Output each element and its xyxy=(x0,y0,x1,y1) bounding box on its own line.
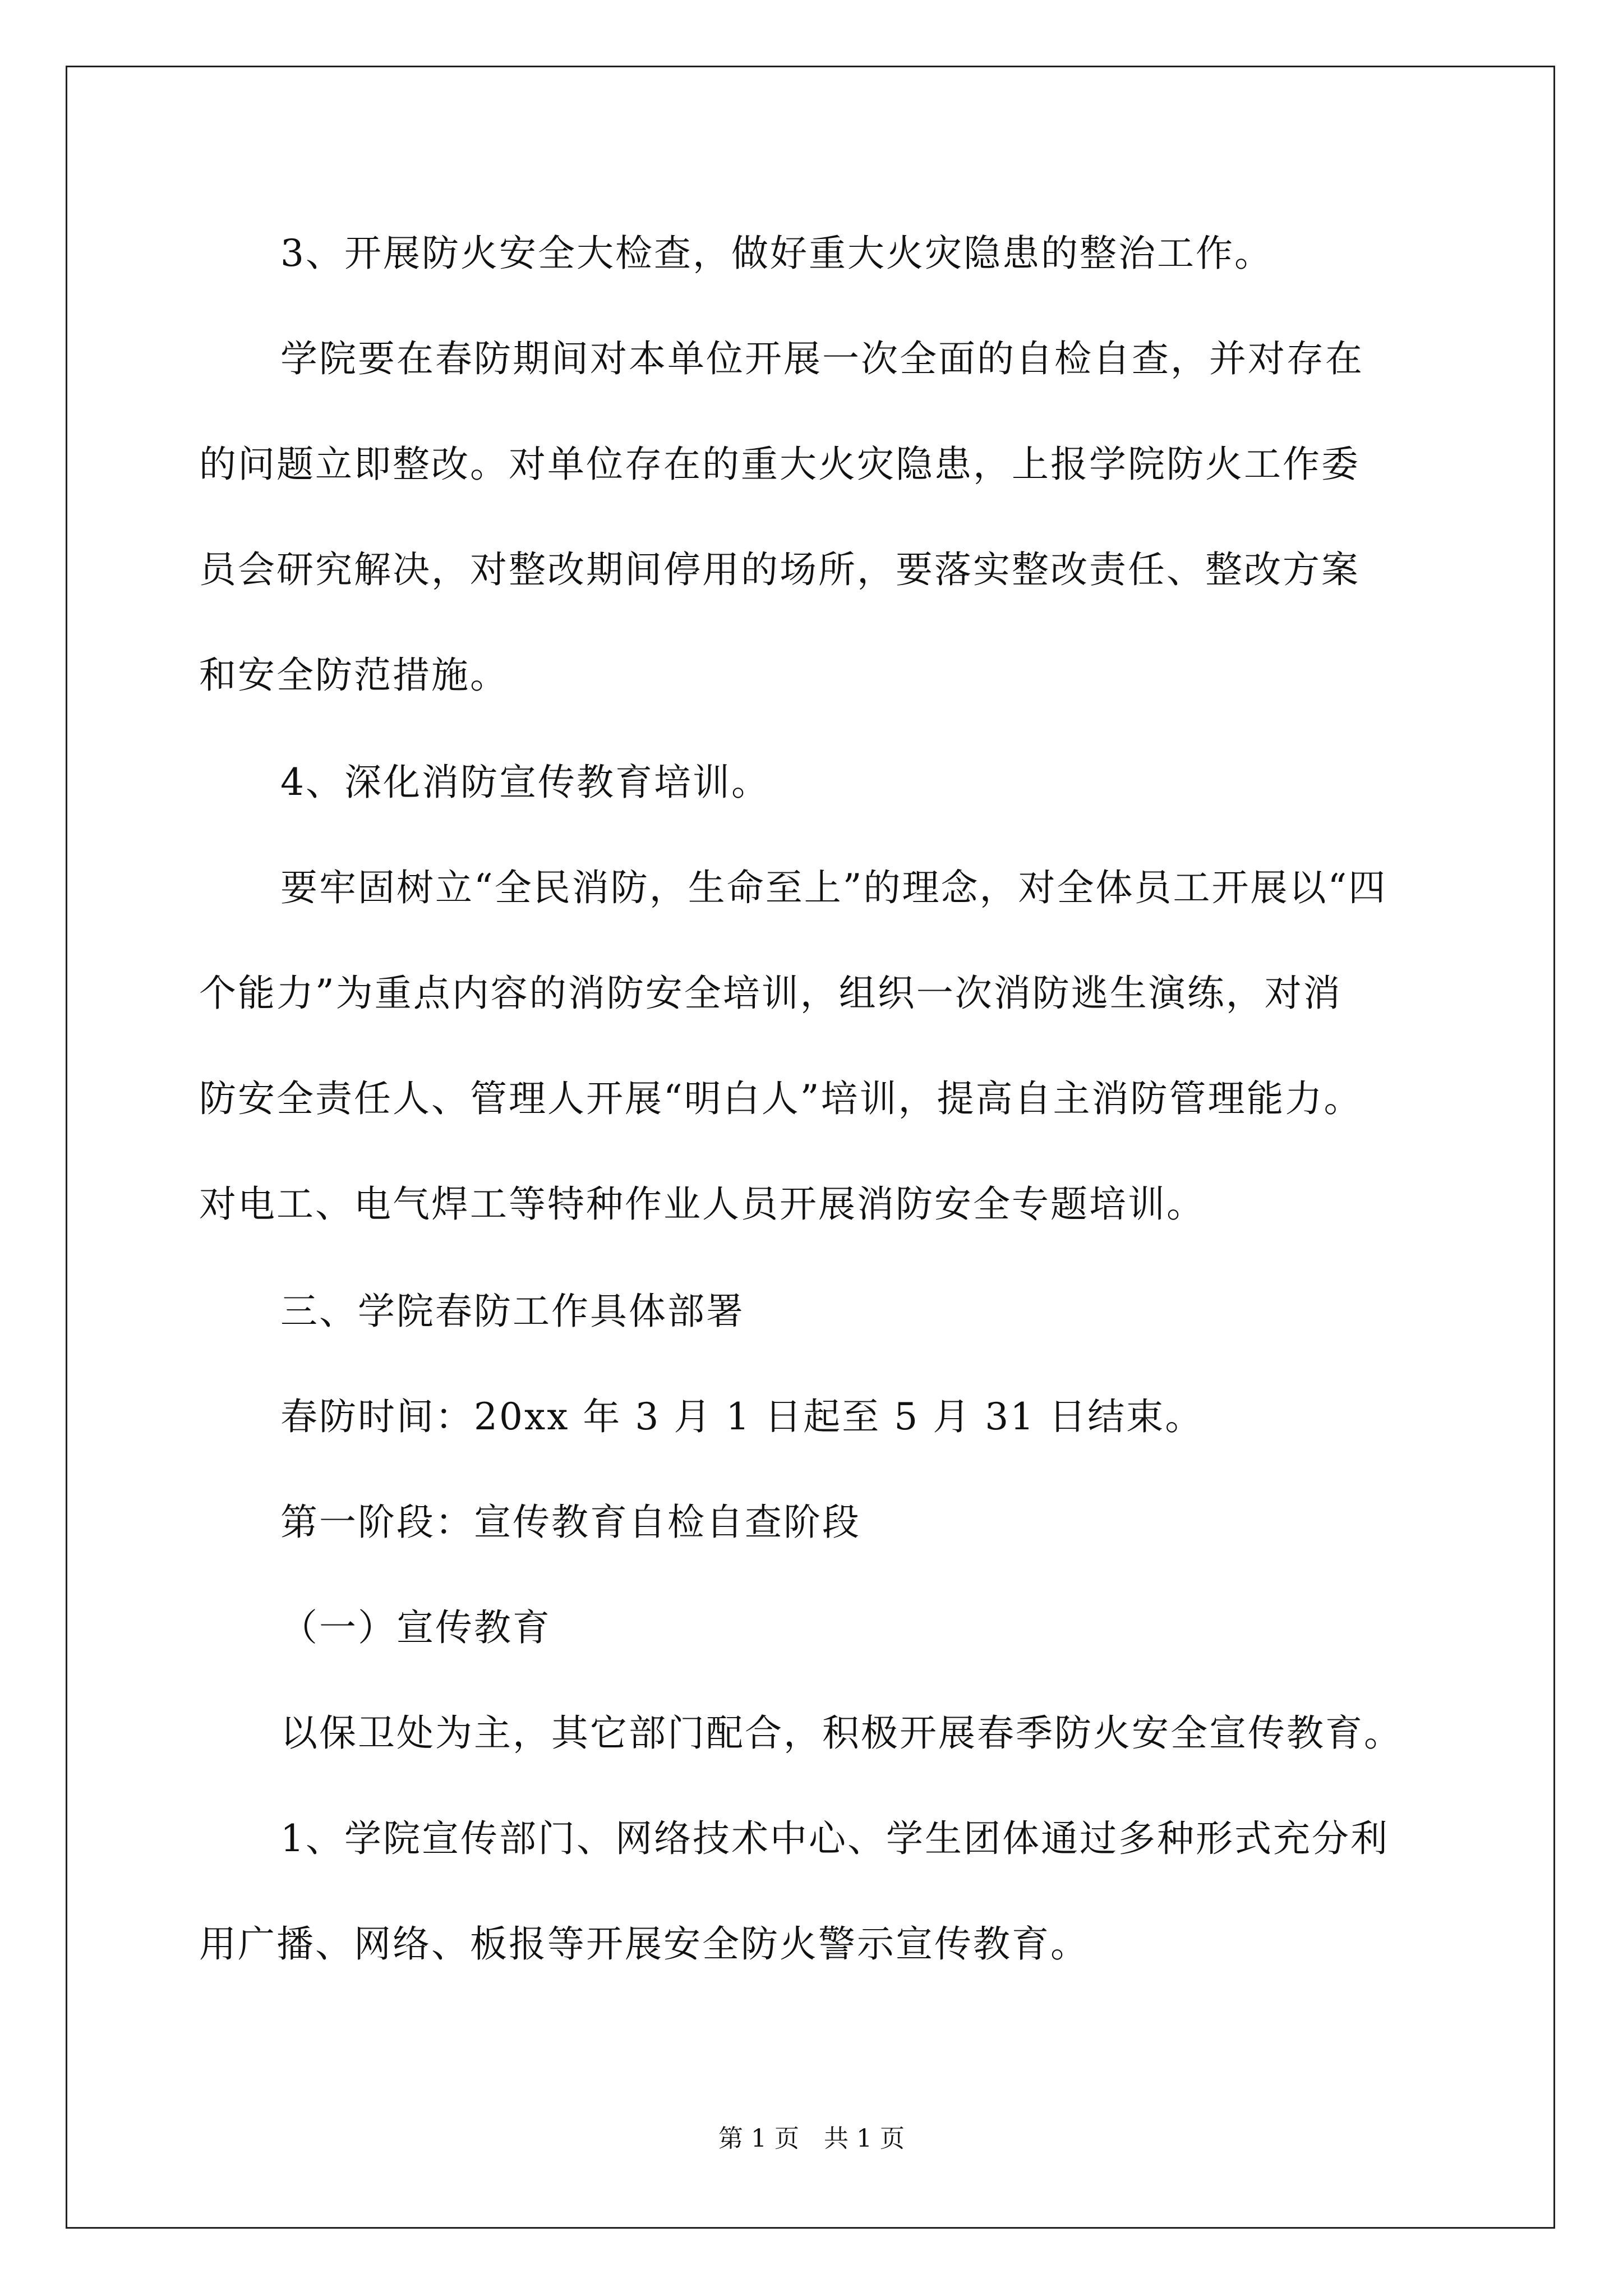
paragraph-line: 春防时间：20xx 年 3 月 1 日起至 5 月 31 日结束。 xyxy=(280,1395,1204,1438)
paragraph-line: 防安全责任人、管理人开展“明白人”培训，提高自主消防管理能力。 xyxy=(199,1077,1363,1120)
paragraph-line: 以保卫处为主，其它部门配合，积极开展春季防火安全宣传教育。 xyxy=(280,1711,1403,1755)
paragraph-line: 对电工、电气焊工等特种作业人员开展消防安全专题培训。 xyxy=(199,1182,1205,1226)
paragraph-line: 用广播、网络、板报等开展安全防火警示宣传教育。 xyxy=(199,1922,1089,1966)
page-number-footer: 第 1 页 共 1 页 xyxy=(718,2124,905,2153)
paragraph-line: 4、深化消防宣传教育培训。 xyxy=(280,761,770,804)
paragraph-line: 学院要在春防期间对本单位开展一次全面的自检自查，并对存在 xyxy=(280,337,1364,380)
paragraph-line: 员会研究解决，对整改期间停用的场所，要落实整改责任、整改方案 xyxy=(199,548,1360,591)
paragraph-line: 的问题立即整改。对单位存在的重大火灾隐患，上报学院防火工作委 xyxy=(199,443,1360,486)
paragraph-line: 个能力”为重点内容的消防安全培训，组织一次消防逃生演练，对消 xyxy=(199,972,1342,1015)
page-border xyxy=(66,66,1555,2229)
section-heading: 三、学院春防工作具体部署 xyxy=(280,1290,745,1333)
paragraph-line: 和安全防范措施。 xyxy=(199,654,509,697)
paragraph-line: 要牢固树立“全民消防，生命至上”的理念，对全体员工开展以“四 xyxy=(280,866,1387,909)
paragraph-line: 1、学院宣传部门、网络技术中心、学生团体通过多种形式充分利 xyxy=(280,1817,1389,1860)
subsection-heading: （一）宣传教育 xyxy=(280,1606,551,1649)
paragraph-line: 第一阶段：宣传教育自检自查阶段 xyxy=(280,1501,861,1544)
paragraph-line: 3、开展防火安全大检查，做好重大火灾隐患的整治工作。 xyxy=(280,232,1273,275)
